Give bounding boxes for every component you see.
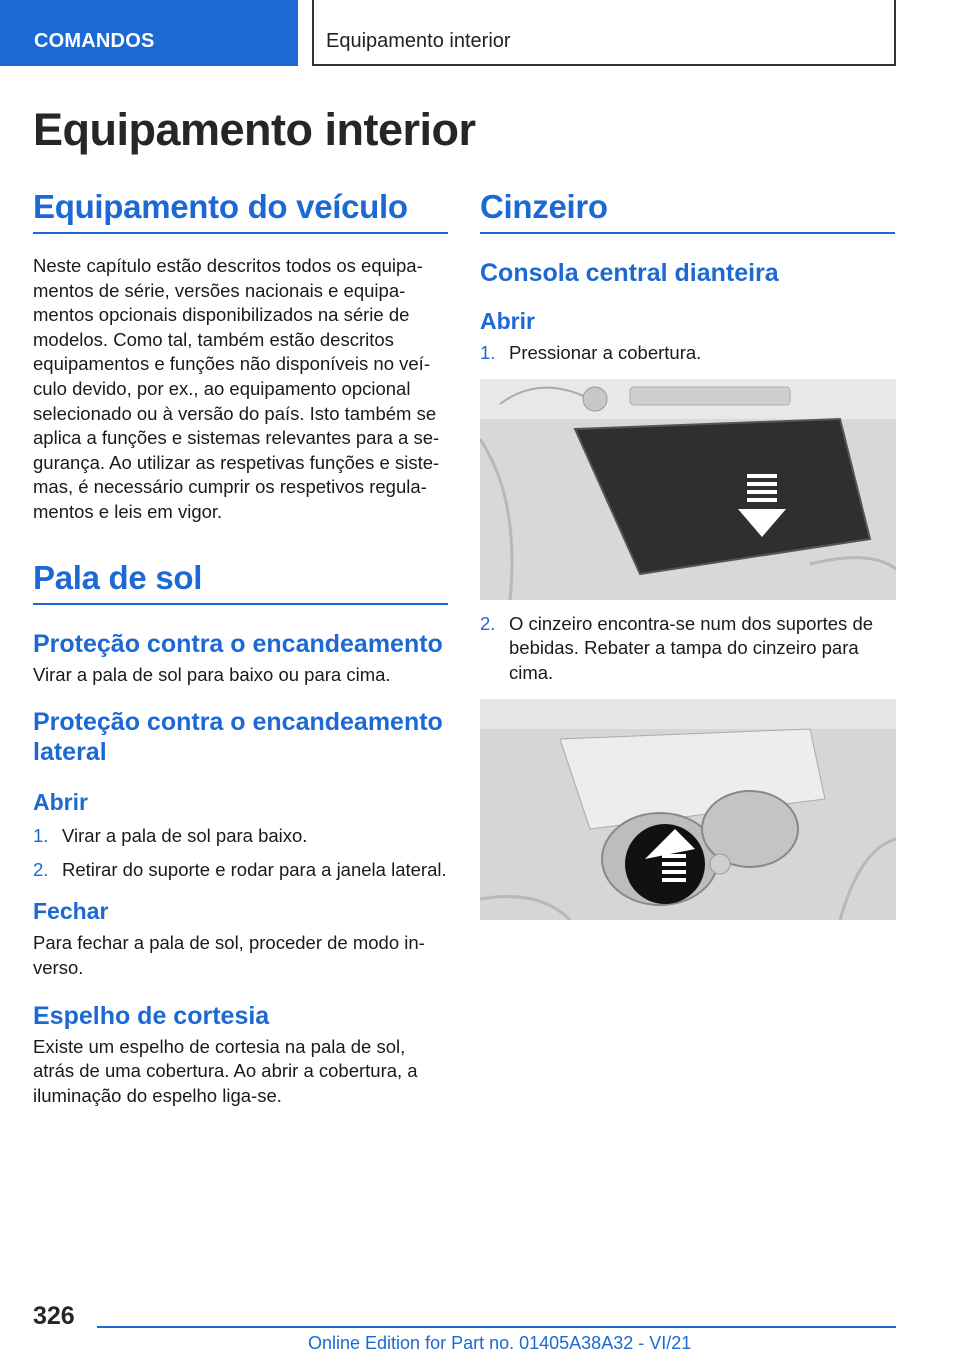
step-text: Virar a pala de sol para baixo. bbox=[62, 825, 308, 847]
step-number: 2. bbox=[33, 858, 49, 880]
open-heading-right: Abrir bbox=[480, 308, 535, 334]
close-heading: Fechar bbox=[33, 898, 109, 925]
vanity-mirror-text: Existe um espelho de cortesia na pala de sol, atrás de uma cobertura. Ao abrir a cobertura, a iluminação do espelho liga-se. bbox=[33, 1035, 418, 1106]
edition-info: Online Edition for Part no. 01405A38A32 - VI/21 bbox=[308, 1333, 692, 1353]
open-steps-left bbox=[33, 824, 448, 882]
equipment-paragraph: Neste capítulo estão descritos todos os equipamentos de série, versões nacionais e equipamentos opcionais disponibilizados na série de modelos. Como tal, também estão descritos equipamentos e funções não disponíveis no veículo devido, por ex., ao equipamento opcional selecionado ou à versão do país. Isto também se aplica a funções e sistemas relevantes para a segurança. Ao utilizar as respetivas funções e sistemas, é necessário cumprir os respetivos regulamentos e leis em vigor. bbox=[33, 255, 440, 522]
section-header bbox=[312, 0, 896, 66]
ashtray-step-2 bbox=[480, 612, 895, 686]
left-column bbox=[33, 188, 448, 1108]
page-title: Equipamento interior bbox=[33, 104, 476, 155]
section-label: Equipamento interior bbox=[326, 30, 511, 52]
ashtray-cupholder-illustration bbox=[480, 699, 896, 920]
step-text: Retirar do suporte e rodar para a janela lateral. bbox=[62, 858, 447, 880]
ashtray-lid-drawing bbox=[480, 699, 896, 920]
page-number: 326 bbox=[33, 1302, 75, 1330]
list-item bbox=[480, 341, 895, 366]
step-number: 1. bbox=[480, 342, 496, 363]
chapter-label: COMANDOS bbox=[34, 30, 155, 52]
sun-visor-heading: Pala de sol bbox=[33, 559, 448, 605]
step-text: Pressionar a cobertura. bbox=[509, 342, 702, 363]
list-item bbox=[480, 612, 895, 686]
step-text: O cinzeiro encontra-se num dos suportes de bebidas. Rebater a tampa do cinzeiro para cima. bbox=[509, 612, 874, 683]
console-heading: Consola central dianteira bbox=[480, 259, 779, 287]
console-cover-illustration bbox=[480, 379, 896, 600]
right-column bbox=[480, 188, 895, 920]
glare-protection-text: Virar a pala de sol para baixo ou para cima. bbox=[33, 663, 391, 685]
close-text: Para fechar a pala de sol, proceder de modo inverso. bbox=[33, 932, 425, 978]
footer-divider bbox=[97, 1326, 896, 1328]
list-item bbox=[33, 824, 448, 849]
ashtray-heading: Cinzeiro bbox=[480, 188, 895, 234]
ashtray-step-1 bbox=[480, 341, 895, 366]
step-number: 2. bbox=[480, 612, 496, 634]
chapter-tab bbox=[0, 0, 298, 66]
glare-protection-heading: Proteção contra o encandeamento bbox=[33, 629, 443, 658]
step-number: 1. bbox=[33, 825, 49, 847]
press-cover-drawing bbox=[480, 379, 896, 600]
vanity-mirror-heading: Espelho de cortesia bbox=[33, 1001, 270, 1030]
open-heading-left: Abrir bbox=[33, 789, 88, 816]
lateral-glare-heading: Proteção contra o encandeamento lateral bbox=[33, 708, 443, 767]
list-item bbox=[33, 858, 448, 883]
equipment-heading: Equipamento do veículo bbox=[33, 188, 448, 234]
